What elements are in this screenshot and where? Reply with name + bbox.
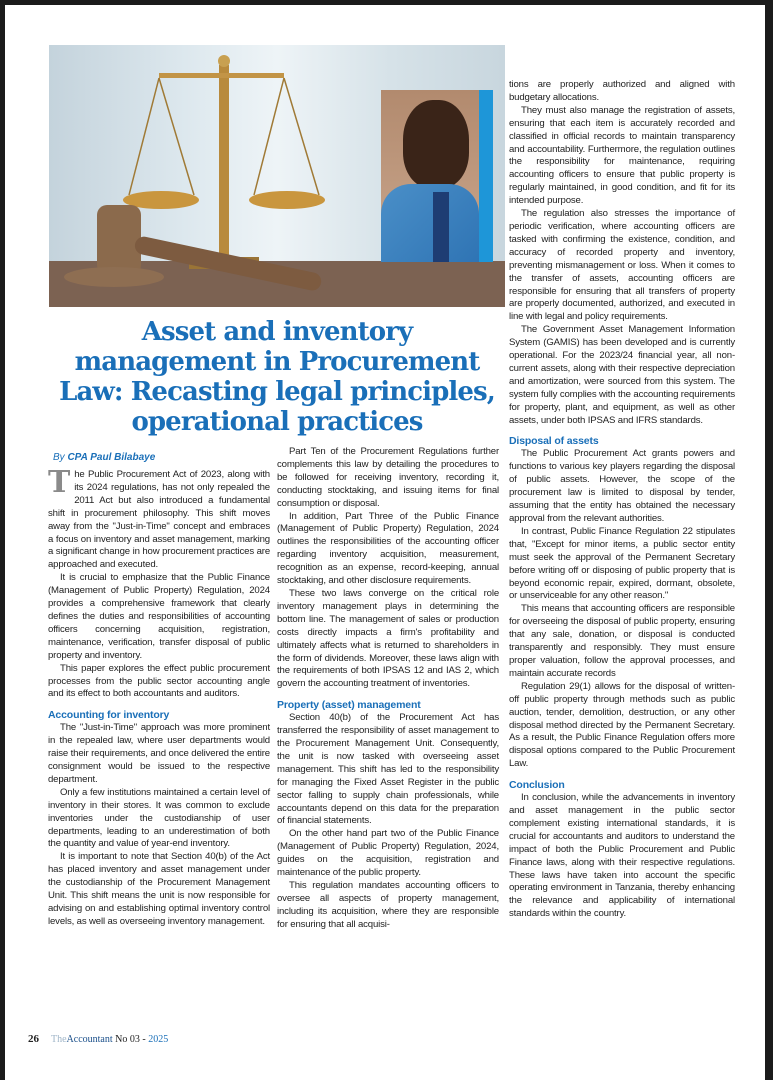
paragraph: The regulation also stresses the importance of periodic verification, where accounting officers are tasked with confirming the existence, condition, and accuracy of recorded property and inventory, preventing mismanagement or loss. When it comes to the transfer of assets, accounting officers are responsible for ensuring that all transfers of property are properly documented, authorized, and executed in line with legal and policy requirements. bbox=[509, 208, 735, 323]
intro-text: he Public Procurement Act of 2023, along with its 2024 regulations, has not only repealed the 2011 Act but also introduced a fundamental shift in procurement philosophy. This shift moves away from the "Just-in-Time" concept and embraces a focus on inventory and asset management, marking a significant change in how procurement practices are approached and executed. bbox=[48, 469, 270, 571]
section-heading-conclusion: Conclusion bbox=[509, 779, 565, 792]
page-number: 26 bbox=[28, 1033, 39, 1045]
paragraph: In addition, Part Three of the Public Finance (Management of Public Property) Regulation, 2024 outlines the responsibilities of the accounting officer regarding inventory acquisition, measurement, recognition as an expense, record-keeping, annual stocktaking, and other disclosure requirements. bbox=[277, 510, 499, 587]
section-heading-disposal-of-assets: Disposal of assets bbox=[509, 435, 599, 448]
paragraph: In conclusion, while the advancements in inventory and asset management in the public sector complement existing international standards, it is crucial for accountants and auditors to understand the impact of both the Public Procurement and Public Finance laws, along with their respective regulations. These laws have taken into account the specific operating environment in Tanzania, thereby enhancing the relevance and applicability of international standards within the country. bbox=[509, 792, 735, 920]
author-portrait bbox=[381, 90, 493, 262]
paragraph: They must also manage the registration of assets, ensuring that each item is accurately recorded and classified in official records to maintain transparency and accountability. Furthermore, the regulation outlines the responsibility for maintenance, requiring accounting officers to ensure that public property is regularly maintained, in good condition, and fit for its intended purpose. bbox=[509, 104, 735, 207]
paragraph: This regulation mandates accounting officers to oversee all aspects of property management, including its acquisition, where they are responsible for ensuring that all acquisi- bbox=[277, 880, 499, 930]
paragraph: Section 40(b) of the Procurement Act has transferred the responsibility of asset management to the Procurement Management Unit. Consequently, the unit is now tasked with overseeing asset management. This shift has led to the responsibility for managing the Fixed Asset Register in the public sector falling to supply chain professionals, while accountants depend on this data for the preparation of financial statements. bbox=[277, 712, 499, 827]
paragraph: It is important to note that Section 40(b) of the Act has placed inventory and asset management under the custodianship of the Procurement Management Unit. This shift means the unit is now responsible for advising on and establishing optimal inventory control levels, as well as overseeing inventory management. bbox=[48, 851, 270, 927]
section-heading-property-management: Property (asset) management bbox=[277, 699, 421, 712]
issue-number: No 03 - bbox=[115, 1034, 146, 1045]
paragraph: On the other hand part two of the Public Finance (Management of Public Property) Regulation, 2024, guides on the acquisition, registration and maintenance of the public property. bbox=[277, 828, 499, 879]
paragraph: Part Ten of the Procurement Regulations further complements this law by detailing the procedures to be followed for receiving inventory, recording it, conducting stocktaking, and issuing items for final consumption or disposal. bbox=[277, 446, 499, 509]
page-footer bbox=[28, 1033, 168, 1046]
paragraph: These two laws converge on the critical role inventory management plays in determining the bottom line. The management of sales or production costs directly impacts a firm's profitability and ultimately affects what is returned to shareholders in the form of dividends. Moreover, these laws align with the requirements of both IPSAS 12 and IAS 2, which govern the accounting treatment of inventories. bbox=[277, 587, 499, 690]
intro-paragraph bbox=[48, 465, 270, 572]
article-title: Asset and inventory management in Procurement Law: Recasting legal principles, operational practices bbox=[59, 317, 495, 437]
paragraph: Regulation 29(1) allows for the disposal of written-off public property through methods such as public auction, tender, demolition, destruction, or any other disposal method directed by the Permanent Secretary. As a result, the Public Finance Regulation offers more disposal options compared to the Public Procurement Law. bbox=[509, 680, 735, 770]
byline bbox=[53, 452, 155, 464]
paragraph: This paper explores the effect public procurement processes from the public sector accounting angle and its effect to both accountants and auditors. bbox=[48, 662, 270, 700]
magazine-name-prefix: The bbox=[51, 1034, 67, 1045]
byline-prefix: By bbox=[53, 452, 65, 463]
drop-cap: T bbox=[48, 465, 71, 500]
section-heading-accounting-for-inventory: Accounting for inventory bbox=[48, 709, 170, 722]
issue-year: 2025 bbox=[148, 1034, 169, 1045]
author-name: CPA Paul Bilabaye bbox=[67, 452, 156, 463]
column-1 bbox=[48, 465, 270, 929]
paragraph: The "Just-in-Time" approach was more prominent in the repealed law, where user departments would raise their requirements, and once delivered the entire consignment would be issued to the respective department. bbox=[48, 722, 270, 785]
magazine-page bbox=[5, 5, 765, 1080]
paragraph: The Government Asset Management Information System (GAMIS) has been developed and is currently operational. For the 2023/24 financial year, all non-current assets, along with their respective depreciation and amortization, were sourced from this system. The system fully complies with the accounting requirements for property, plant, and equipment, as well as other assets, under both IPSAS and IFRS standards. bbox=[509, 324, 735, 426]
magazine-name: Accountant bbox=[66, 1034, 113, 1045]
paragraph: tions are properly authorized and aligned with budgetary allocations. bbox=[509, 79, 735, 103]
paragraph: It is crucial to emphasize that the Public Finance (Management of Public Property) Regulation, 2024 provides a comprehensive framework that clearly defines the duties and responsibilities of accounting officers concerning acquisition, registration, maintenance, verification, transfer disposal of public property and inventory. bbox=[48, 572, 270, 661]
column-3 bbox=[509, 79, 735, 921]
paragraph: In contrast, Public Finance Regulation 22 stipulates that, "Except for minor items, a public sector entity must seek the approval of the Permanent Secretary before writing off or disposing of public property that is beyond economic repair, expired, dormant, obsolete, or unserviceable for any other reason." bbox=[509, 525, 735, 602]
paragraph: This means that accounting officers are responsible for overseeing the disposal of public property, ensuring that any sale, donation, or disposal is conducted transparently and responsibly. They must ensure proper valuation, follow the approval processes, and maintain accurate records bbox=[509, 603, 735, 679]
hero-image bbox=[49, 45, 505, 307]
paragraph: The Public Procurement Act grants powers and functions to various key players regarding the disposal of public assets. However, the scope of the procurement law is limited to disposal by tender, assuming that the entity has obtained the necessary approval from the relevant authorities. bbox=[509, 448, 735, 524]
column-2 bbox=[277, 446, 499, 932]
paragraph: Only a few institutions maintained a certain level of inventory in their stores. It was common to exclude inventories under the custodianship of user departments, leading to an underestimation of both the quantity and value of year-end inventory. bbox=[48, 786, 270, 850]
